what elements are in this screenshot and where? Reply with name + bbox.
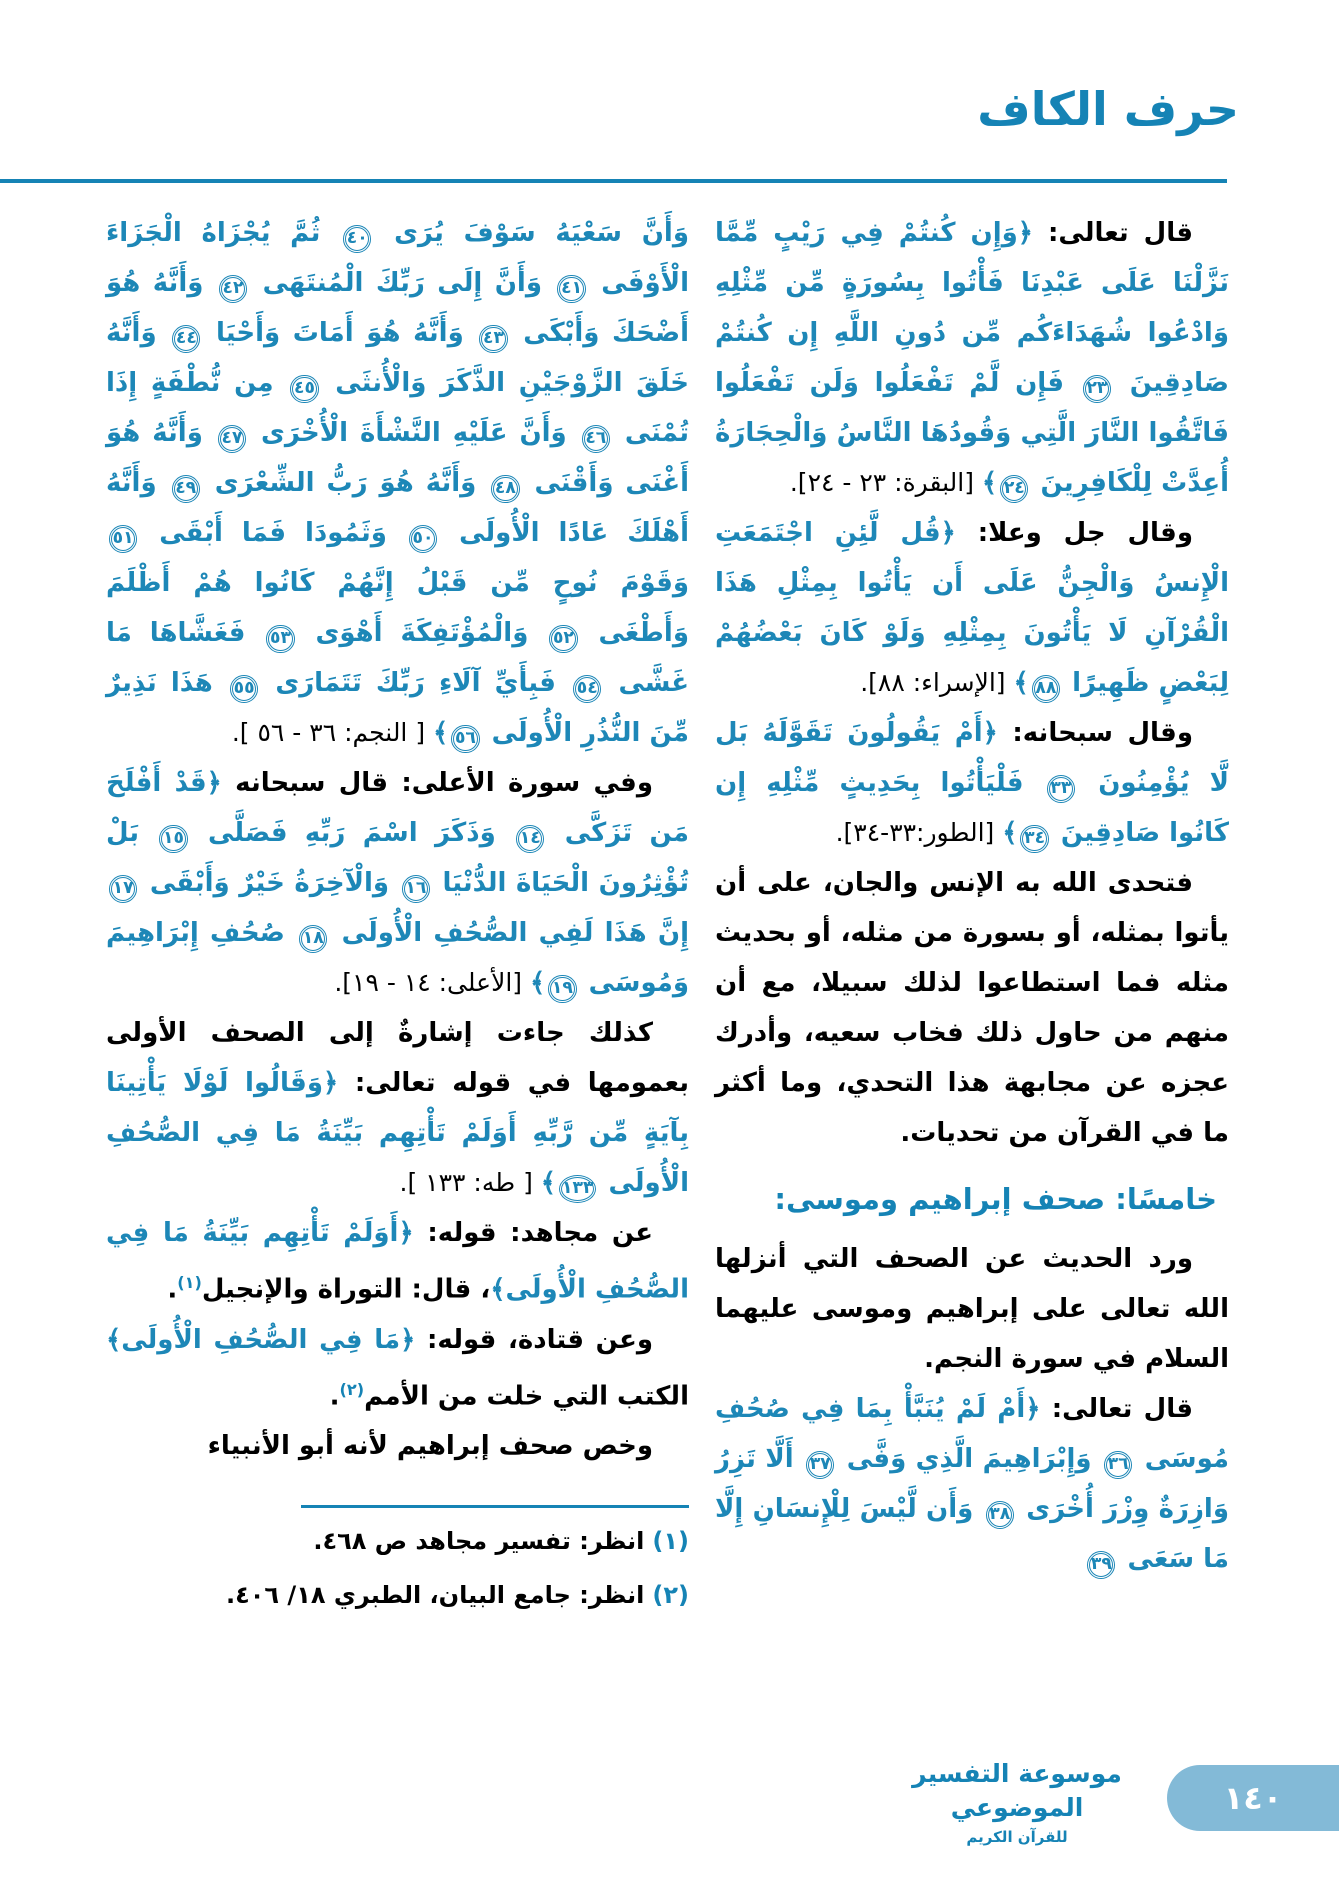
footnote-item [106,1520,689,1562]
verse-number: ١٨ [299,925,327,953]
verse-number: ٢٣ [1083,375,1111,403]
paragraph [715,1234,1229,1384]
verse-number: ١٤ [516,825,544,853]
paragraph [106,1421,689,1471]
verse-number: ١٥ [159,825,187,853]
paragraph [715,208,1229,508]
body-text: وعن قتادة، قوله: [415,1324,654,1355]
verse-number: ٤٤ [172,325,200,353]
footnote-ref: (١) [177,1273,202,1292]
page-number-badge [1167,1765,1339,1831]
verse-number: ٥٢ [549,625,577,653]
verse-number: ٢٤ [1000,475,1028,503]
verse-number: ٤٧ [218,425,246,453]
verse-number: ١٦ [402,875,430,903]
footnotes-list [106,1520,689,1616]
quran-text: ﴿أَمْ يَقُولُونَ تَقَوَّلَهُ بَل لَّا يُؤْمِنُونَ ٣٣ فَلْيَأْتُوا بِحَدِيثٍ مِّثْلِهِ إِن كَانُوا صَادِقِينَ ٣٤﴾ [715,718,1229,848]
column-left [106,208,689,1616]
verse-number: ٥٠ [409,525,437,553]
body-text: . [167,1274,178,1305]
verse-number: ٣٣ [1047,775,1075,803]
body-text: وقال جل وعلا: [955,518,1193,548]
column-right [715,208,1229,1584]
footnotes [106,1505,689,1616]
page-number: ١٤٠ [1223,1779,1283,1817]
verse-number: ٥٣ [266,625,294,653]
paragraph [106,1208,689,1315]
verse-number: ٤٦ [582,425,610,453]
body-text: قال تعالى: [1033,218,1193,248]
body-text: وقال سبحانه: [997,718,1193,748]
citation: [الأعلى: ١٤ - ١٩]. [334,968,530,997]
citation: [ النجم: ٣٦ - ٥٦ ]. [231,718,434,747]
paragraph [106,1008,689,1208]
verse-number: ٣٨ [986,1501,1014,1529]
quran-text: ﴿مَا فِي الصُّحُفِ الْأُولَى﴾ [106,1324,416,1355]
logo-subtitle: للقرآن الكريم [966,1828,1068,1846]
body-text: . [329,1381,340,1412]
quran-text: ﴿قَدْ أَفْلَحَ مَن تَزَكَّى ١٤ وَذَكَرَ اسْمَ رَبِّهِ فَصَلَّى ١٥ بَلْ تُؤْثِرُونَ الْحَيَاةَ الدُّنْيَا ١٦ وَالْآخِرَةُ خَيْرٌ وَأَبْقَى ١٧ إِنَّ هَذَا لَفِي الصُّحُفِ الْأُولَى ١٨ صُحُفِ إِبْرَاهِيمَ وَمُوسَى ١٩﴾ [106,768,689,998]
verse-number: ٣٩ [1087,1551,1115,1579]
verse-number: ٥٤ [573,675,601,703]
verse-number: ٤٣ [479,325,507,353]
footnote-marker: (١) [652,1527,689,1556]
citation: [الطور:٣٣-٣٤]. [835,818,1003,847]
body-text: خامسًا: صحف إبراهيم وموسى: [774,1182,1217,1216]
body-text: ، قال: التوراة والإنجيل [201,1274,491,1305]
citation: [الإسراء: ٨٨]. [860,668,1014,697]
verse-number: ١٧ [109,875,137,903]
page-title: حرف الكاف [977,82,1239,136]
body-text: وخص صحف إبراهيم لأنه أبو الأنبياء [207,1431,653,1462]
paragraph [715,708,1229,858]
paragraph [106,758,689,1008]
body-text: عن مجاهد: قوله: [413,1218,653,1248]
footnote-item [106,1574,689,1616]
body-text: كذلك جاءت إشارةٌ إلى الصحف الأولى بعمومها في قوله تعالى: [106,1018,689,1098]
footnote-text: انظر: جامع البيان، الطبري ١٨/ ٤٠٦. [225,1581,645,1610]
body-text: الكتب التي خلت من الأمم [364,1381,689,1412]
verse-number: ٤٩ [172,475,200,503]
quran-text: وَأَنَّ سَعْيَهُ سَوْفَ يُرَى ٤٠ ثُمَّ يُجْزَاهُ الْجَزَاءَ الْأَوْفَى ٤١ وَأَنَّ إِلَى رَبِّكَ الْمُنتَهَى ٤٢ وَأَنَّهُ هُوَ أَضْحَكَ وَأَبْكَى ٤٣ وَأَنَّهُ هُوَ أَمَاتَ وَأَحْيَا ٤٤ وَأَنَّهُ خَلَقَ الزَّوْجَيْنِ الذَّكَرَ وَالْأُنثَى ٤٥ مِن نُّطْفَةٍ إِذَا تُمْنَى ٤٦ وَأَنَّ عَلَيْهِ النَّشْأَةَ الْأُخْرَى ٤٧ وَأَنَّهُ هُوَ أَغْنَى وَأَقْنَى ٤٨ وَأَنَّهُ هُوَ رَبُّ الشِّعْرَى ٤٩ وَأَنَّهُ أَهْلَكَ عَادًا الْأُولَى ٥٠ وَثَمُودَا فَمَا أَبْقَى ٥١ وَقَوْمَ نُوحٍ مِّن قَبْلُ إِنَّهُمْ كَانُوا هُمْ أَظْلَمَ وَأَطْغَى ٥٢ وَالْمُؤْتَفِكَةَ أَهْوَى ٥٣ فَغَشَّاهَا مَا غَشَّى ٥٤ فَبِأَيِّ آلَاءِ رَبِّكَ تَتَمَارَى ٥٥ هَذَا نَذِيرٌ مِّنَ النُّذُرِ الْأُولَى ٥٦﴾ [106,218,689,748]
paragraph [715,508,1229,708]
column-left-paragraphs [106,208,689,1471]
verse-number: ٤٠ [343,225,371,253]
verse-number: ٤٢ [219,275,247,303]
quran-text: ﴿وَإِن كُنتُمْ فِي رَيْبٍ مِّمَّا نَزَّلْنَا عَلَى عَبْدِنَا فَأْتُوا بِسُورَةٍ مِّن مِّثْلِهِ وَادْعُوا شُهَدَاءَكُم مِّن دُونِ اللَّهِ إِن كُنتُمْ صَادِقِينَ ٢٣ فَإِن لَّمْ تَفْعَلُوا وَلَن تَفْعَلُوا فَاتَّقُوا النَّارَ الَّتِي وَقُودُهَا النَّاسُ وَالْحِجَارَةُ أُعِدَّتْ لِلْكَافِرِينَ ٢٤﴾ [715,218,1229,498]
verse-number: ٣٧ [806,1451,834,1479]
quran-text: ﴿أَمْ لَمْ يُنَبَّأْ بِمَا فِي صُحُفِ مُوسَى ٣٦ وَإِبْرَاهِيمَ الَّذِي وَفَّى ٣٧ أَلَّا تَزِرُ وَازِرَةٌ وِزْرَ أُخْرَى ٣٨ وَأَن لَّيْسَ لِلْإِنسَانِ إِلَّا مَا سَعَى ٣٩ [715,1394,1229,1574]
verse-number: ٤٥ [290,375,318,403]
quran-text: ﴿أَوَلَمْ تَأْتِهِم بَيِّنَةُ مَا فِي الصُّحُفِ الْأُولَى﴾ [106,1218,689,1305]
footnotes-divider [301,1505,689,1508]
paragraph [106,208,689,758]
footnote-marker: (٢) [652,1581,689,1610]
section-heading [715,1174,1229,1224]
verse-number: ١٩ [548,975,576,1003]
body-text: فتحدى الله به الإنس والجان، على أن يأتوا بمثله، أو بسورة من مثله، أو بحديث مثله فما استطاعوا لذلك سبيلا، مع أن منهم من حاول ذلك فخاب سعيه، وأدرك عجزه عن مجابهة هذا التحدي، وما أكثر ما في القرآن من تحديات. [715,868,1229,1148]
verse-number: ٤٨ [491,475,519,503]
header-rule [0,179,1227,183]
citation: [البقرة: ٢٣ - ٢٤]. [789,468,982,497]
verse-number: ٨٨ [1032,675,1060,703]
verse-number: ٤١ [557,275,585,303]
verse-number: ٥٦ [451,725,479,753]
paragraph [715,1384,1229,1584]
logo-calligraphy: موسوعة التفسير الموضوعي [912,1759,1122,1822]
footnote-ref: (٢) [339,1379,365,1399]
verse-number: ٣٦ [1104,1451,1132,1479]
body-text: ورد الحديث عن الصحف التي أنزلها الله تعالى على إبراهيم وموسى عليهما السلام في سورة النجم. [715,1244,1229,1374]
citation: [ طه: ١٣٣ ]. [399,1168,541,1197]
verse-number: ٥١ [109,525,137,553]
quran-text: ﴿وَقَالُوا لَوْلَا يَأْتِينَا بِآيَةٍ مِّن رَّبِّهِ أَوَلَمْ تَأْتِهِم بَيِّنَةُ مَا فِي الصُّحُفِ الْأُولَى ١٣٣﴾ [106,1068,689,1198]
verse-number: ١٣٣ [559,1175,596,1203]
verse-number: ٥٥ [230,675,258,703]
body-text: وفي سورة الأعلى: قال سبحانه [221,768,653,798]
quran-text: ﴿قُل لَّئِنِ اجْتَمَعَتِ الْإِنسُ وَالْجِنُّ عَلَى أَن يَأْتُوا بِمِثْلِ هَذَا الْقُرْآنِ لَا يَأْتُونَ بِمِثْلِهِ وَلَوْ كَانَ بَعْضُهُمْ لِبَعْضٍ ظَهِيرًا ٨٨﴾ [715,518,1229,698]
footnote-text: انظر: تفسير مجاهد ص ٤٦٨. [313,1527,645,1556]
paragraph [715,858,1229,1158]
paragraph [106,1315,689,1422]
body-text: قال تعالى: [1040,1394,1193,1424]
publisher-logo [899,1757,1135,1846]
verse-number: ٣٤ [1020,825,1048,853]
text-columns [106,208,1229,1616]
